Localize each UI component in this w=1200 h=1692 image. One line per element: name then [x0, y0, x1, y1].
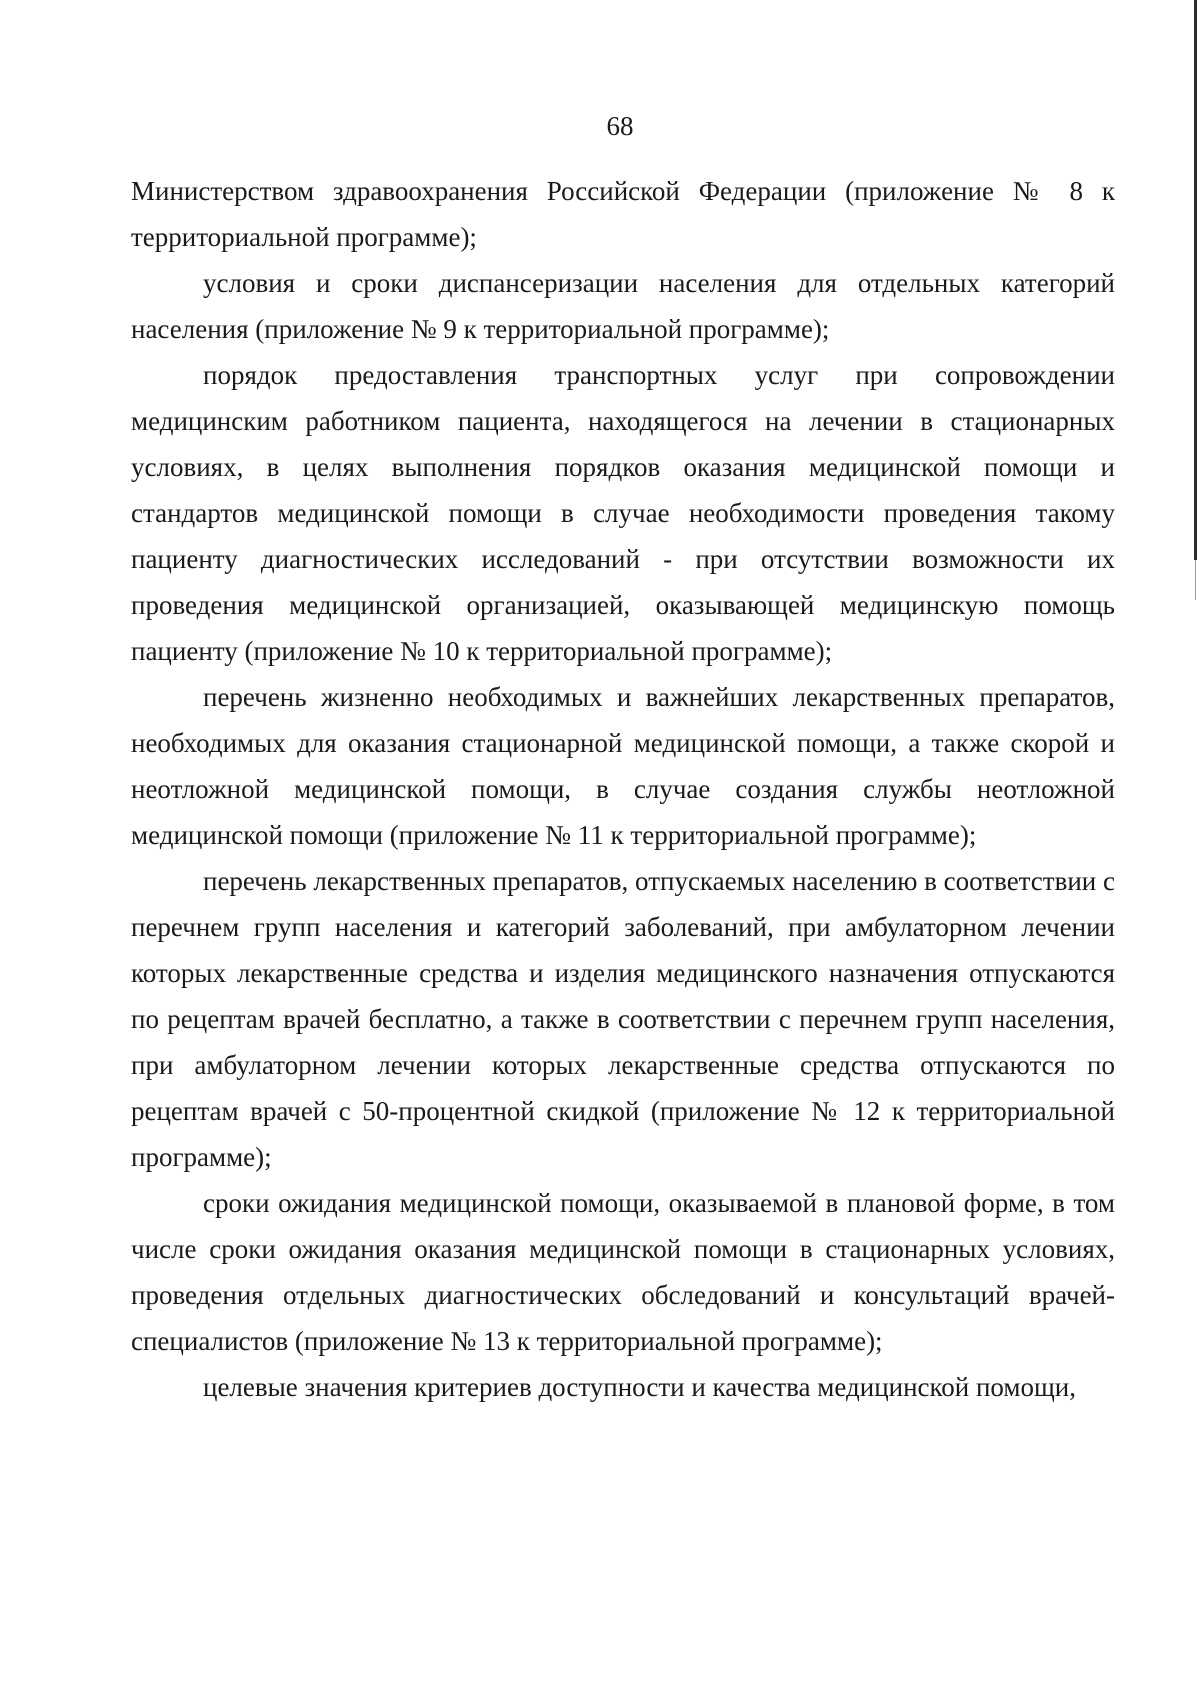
paragraph-vital-drugs-list: перечень жизненно необходимых и важнейших лекарственных препаратов, необходимых для оказания стационарной медицинской помощи, а также скорой и неотложной медицинской помощи, в случае создания службы неотложной медицинской помощи (приложение № 11 к территориальной программе); [131, 682, 1115, 850]
paragraph-dispensarization: условия и сроки диспансеризации населения для отдельных категорий населения (приложение № 9 к территориальной программе); [131, 268, 1115, 344]
document-body [131, 168, 1115, 1410]
scan-edge-line-faint [1195, 560, 1196, 600]
page-number: 68 [606, 111, 634, 141]
paragraph-transport-services: порядок предоставления транспортных услуг при сопровождении медицинским работником пациента, находящегося на лечении в стационарных условиях, в целях выполнения порядков оказания медицинской помощи и стандартов медицинской помощи в случае необходимости проведения такому пациенту диагностических исследований - при отсутствии возможности их проведения медицинской организацией, оказывающей медицинскую помощь пациенту (приложение № 10 к территориальной программе); [131, 360, 1115, 666]
scan-edge-line [1194, 0, 1197, 560]
paragraph-waiting-times: сроки ожидания медицинской помощи, оказываемой в плановой форме, в том числе сроки ожидания оказания медицинской помощи в стационарных условиях, проведения отдельных диагностических обследований и консультаций врачей-специалистов (приложение № 13 к территориальной программе); [131, 1188, 1115, 1356]
paragraph-drugs-dispensed-list: перечень лекарственных препаратов, отпускаемых населению в соответствии с перечнем групп населения и категорий заболеваний, при амбулаторном лечении которых лекарственные средства и изделия медицинского назначения отпускаются по рецептам врачей бесплатно, а также в соответствии с перечнем групп населения, при амбулаторном лечении которых лекарственные средства отпускаются по рецептам врачей с 50-процентной скидкой (приложение № 12 к территориальной программе); [131, 866, 1115, 1172]
paragraph-continuation: Министерством здравоохранения Российской Федерации (приложение № 8 к территориальной программе); [131, 176, 1115, 252]
paragraph-target-values: целевые значения критериев доступности и качества медицинской помощи, [203, 1372, 1076, 1402]
